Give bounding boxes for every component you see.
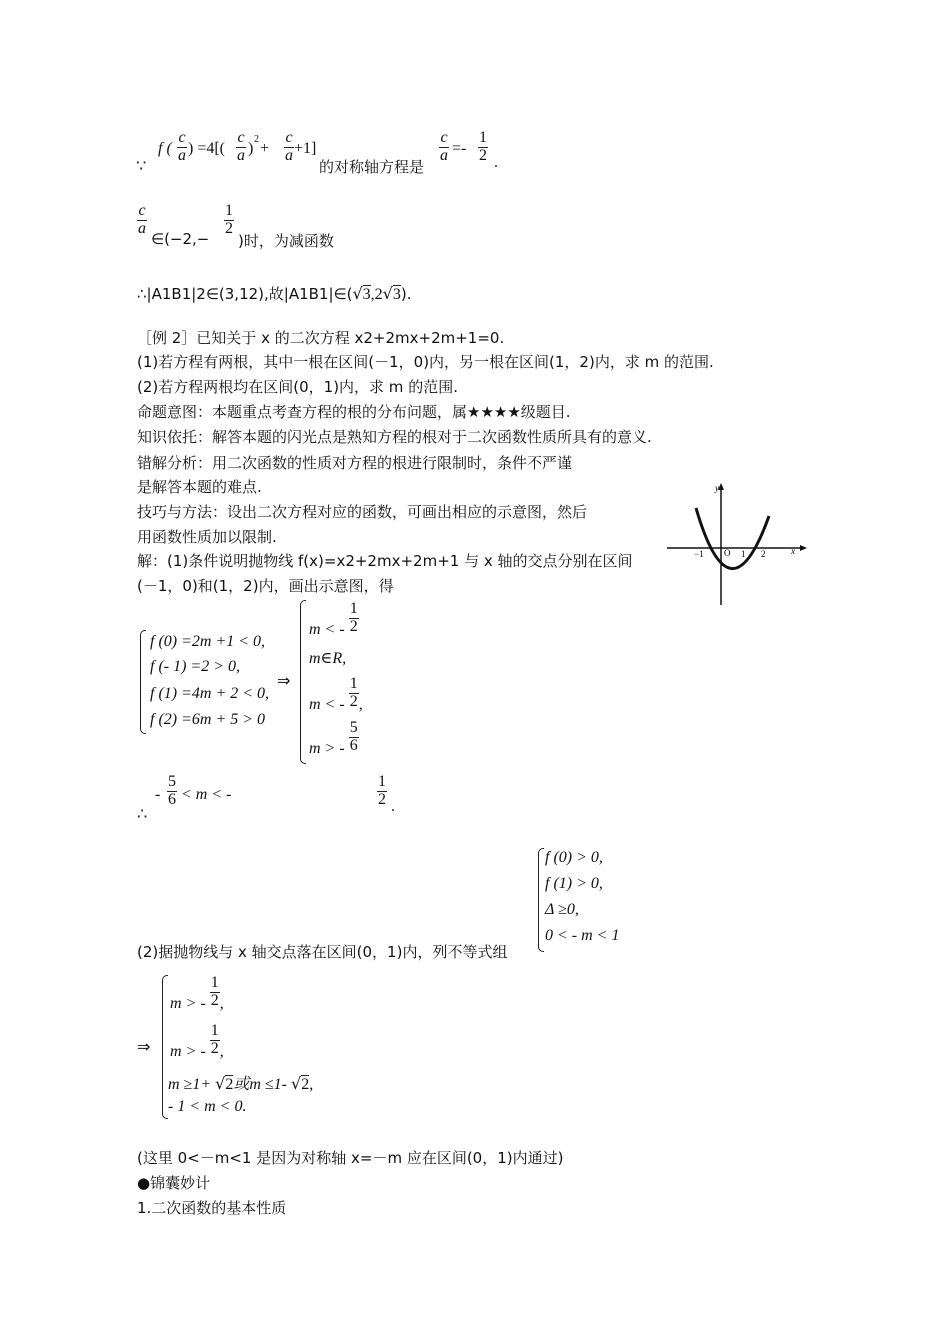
technique-line-1: 技巧与方法：设出二次方程对应的函数，可画出相应的示意图，然后 (137, 503, 588, 521)
system-part2-brace (538, 848, 544, 952)
example-title: ［例 2］已知关于 x 的二次方程 x2+2mx+2m+1=0. (137, 329, 505, 347)
x-axis-label: x (791, 546, 795, 556)
equals-minus: =- (452, 140, 467, 157)
solution-line-1: 解：(1)条件说明抛物线 f(x)=x2+2mx+2m+1 与 x 轴的交点分别在区间 (137, 552, 633, 570)
because-symbol: ∵ (136, 156, 147, 175)
system1-result-4: m > - $\frac{5}{6}$ (309, 719, 358, 757)
plus-sign: + (260, 140, 270, 157)
question-1: (1)若方程有两根，其中一根在区间(－1，0)内，另一根在区间(1，2)内，求 m 的范围. (137, 353, 714, 371)
range-suffix: ). (400, 285, 412, 303)
system1-right-brace (300, 600, 306, 764)
tick-two: 2 (761, 549, 766, 559)
error-line-1: 错解分析：用二次函数的性质对方程的根进行限制时，条件不严谨 (137, 454, 573, 472)
part2-row-4: 0 < - m < 1 (545, 927, 620, 944)
solution-line-2: (－1，0)和(1，2)内，画出示意图，得 (137, 577, 394, 595)
system1-row-3: f (1) =4m + 2 < 0, (150, 685, 270, 702)
axis-text: 的对称轴方程是 (319, 158, 425, 176)
parabola-curve (696, 508, 769, 569)
square-exponent: 2 (254, 134, 259, 145)
system1-result-3: m < - $\frac{1}{2}$ , (309, 675, 363, 713)
tick-neg-one: −1 (694, 549, 704, 559)
technique-line-2: 用函数性质加以限制. (137, 528, 277, 546)
system1-result-1: m < - $\frac{1}{2}$ (309, 600, 358, 638)
error-line-2: 是解答本题的难点. (137, 478, 262, 496)
basis-line: 知识依托：解答本题的闪光点是熟知方程的根对于二次函数性质所具有的意义. (137, 428, 652, 446)
part2-row-1: f (0) > 0, (545, 849, 603, 866)
decreasing-text: )时，为减函数 (238, 232, 334, 250)
part2-row-2: f (1) > 0, (545, 875, 603, 892)
range-prefix: ∴|A1B1|2∈(3,12),故|A1B1|∈( (137, 285, 353, 303)
fraction-c-over-a-2: $\frac{c}{a}$ (237, 129, 245, 164)
range-conclusion (137, 283, 411, 304)
fraction-c-over-a-3: $\frac{c}{a}$ (285, 129, 293, 164)
sqrt-three-2: √3 (382, 284, 401, 303)
plus-one: +1] (294, 140, 317, 157)
implies-arrow-2: ⇒ (137, 1037, 151, 1056)
square-close: ) (248, 140, 254, 157)
symmetry-note: (这里 0<－m<1 是因为对称轴 x=－m 应在区间(0，1)内通过) (137, 1149, 564, 1167)
system1-result-2: m∈R, (309, 650, 347, 667)
sqrt-three: √3 (352, 284, 371, 303)
system1-row-4: f (2) =6m + 5 > 0 (150, 711, 266, 728)
part2-row-3: Δ ≥0, (545, 901, 579, 918)
intent-line: 命题意图：本题重点考查方程的根的分布问题，属★★★★级题目. (137, 403, 571, 421)
implies-arrow: ⇒ (277, 671, 291, 690)
interval-text: ∈(−2,− (151, 230, 210, 248)
period: . (494, 154, 498, 171)
parabola-graph (662, 480, 812, 610)
system1-row-2: f (- 1) =2 > 0, (150, 658, 241, 675)
system1-left-brace (140, 630, 146, 734)
fraction-c-over-a-5: $\frac{c}{a}$ (138, 202, 146, 237)
system2-row-3: m ≥1+ √2或m ≤1- √2, (168, 1074, 314, 1093)
system2-row-1: m > - $\frac{1}{2}$ , (170, 974, 224, 1012)
tick-one: 1 (741, 549, 746, 559)
y-axis-label: y (715, 483, 719, 493)
system2-row-2: m > - $\frac{1}{2}$ , (170, 1022, 224, 1060)
part2-text: (2)据抛物线与 x 轴交点落在区间(0，1)内，列不等式组 (137, 943, 508, 961)
x-axis-arrow-icon (800, 545, 807, 551)
fraction-one-half: $\frac{1}{2}$ (479, 129, 487, 164)
fraction-c-over-a-4: $\frac{c}{a}$ (440, 129, 448, 164)
f-symbol: f ( (158, 140, 172, 157)
fraction-half-2: $\frac{1}{2}$ (225, 202, 233, 237)
tips-heading: ●锦囊妙计 (137, 1174, 211, 1192)
list-item-1: 1.二次函数的基本性质 (137, 1199, 287, 1217)
fraction-c-over-a: $\frac{c}{a}$ (178, 129, 186, 164)
system1-row-1: f (0) =2m +1 < 0, (150, 633, 266, 650)
origin-label: O (724, 548, 731, 558)
equals-four: ) =4[( (188, 140, 226, 157)
therefore-symbol: ∴ (137, 804, 148, 823)
question-2: (2)若方程两根均在区间(0，1)内，求 m 的范围. (137, 378, 458, 396)
system2-row-4: - 1 < m < 0. (168, 1098, 247, 1115)
comma-two: ,2 (370, 286, 383, 303)
